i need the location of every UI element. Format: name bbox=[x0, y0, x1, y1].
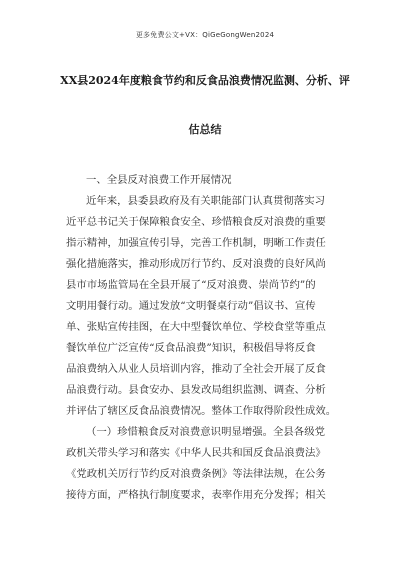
paragraph-1-line: 县市市场监管局在全县开展了“反对浪费、崇尚节约”的 bbox=[66, 279, 316, 291]
section-heading: 一、全县反对浪费工作开展情况 bbox=[86, 174, 232, 186]
document-title-line-2: 估总结 bbox=[188, 123, 222, 136]
document-title-line-1: XX县2024年度粮食节约和反食品浪费情况监测、分析、评 bbox=[60, 74, 350, 87]
header-note: 更多免费公文+VX：QiGeGongWen2024 bbox=[135, 31, 275, 39]
paragraph-2-line: 政机关带头学习和落实《中华人民共和国反食品浪费法》 bbox=[66, 447, 326, 459]
paragraph-1-line: 指示精神，加强宣传引导，完善工作机制，明晰工作责任 bbox=[66, 237, 326, 249]
paragraph-1-line: 近年来，县委县政府及有关职能部门认真贯彻落实习 bbox=[86, 195, 325, 207]
paragraph-2-line: （一）珍惜粮食反对浪费意识明显增强。全县各级党 bbox=[86, 426, 325, 438]
paragraph-1-line: 品浪费行动。县食安办、县发改局组织监测、调查、分析 bbox=[66, 384, 326, 396]
paragraph-2-line: 《党政机关厉行节约反对浪费条例》等法律法规，在公务 bbox=[66, 468, 326, 480]
paragraph-2-line: 接待方面，严格执行制度要求，表率作用充分发挥；相关 bbox=[66, 489, 326, 501]
paragraph-1-line: 并评估了辖区反食品浪费情况。整体工作取得阶段性成效。 bbox=[66, 405, 337, 417]
paragraph-1-line: 强化措施落实，推动形成厉行节约、反对浪费的良好风尚 bbox=[66, 258, 326, 270]
paragraph-1-line: 餐饮单位广泛宣传“反食品浪费”知识，积极倡导将反食 bbox=[66, 342, 316, 354]
document-body bbox=[66, 170, 356, 506]
paragraph-1-line: 近平总书记关于保障粮食安全、珍惜粮食反对浪费的重要 bbox=[66, 216, 326, 228]
paragraph-1-line: 品浪费纳入从业人员培训内容，推动了全社会开展了反食 bbox=[66, 363, 326, 375]
paragraph-1-line: 单、张贴宣传挂图，在大中型餐饮单位、学校食堂等重点 bbox=[66, 321, 326, 333]
paragraph-1-line: 文明用餐行动。通过发放“文明餐桌行动”倡议书、宣传 bbox=[66, 300, 316, 312]
